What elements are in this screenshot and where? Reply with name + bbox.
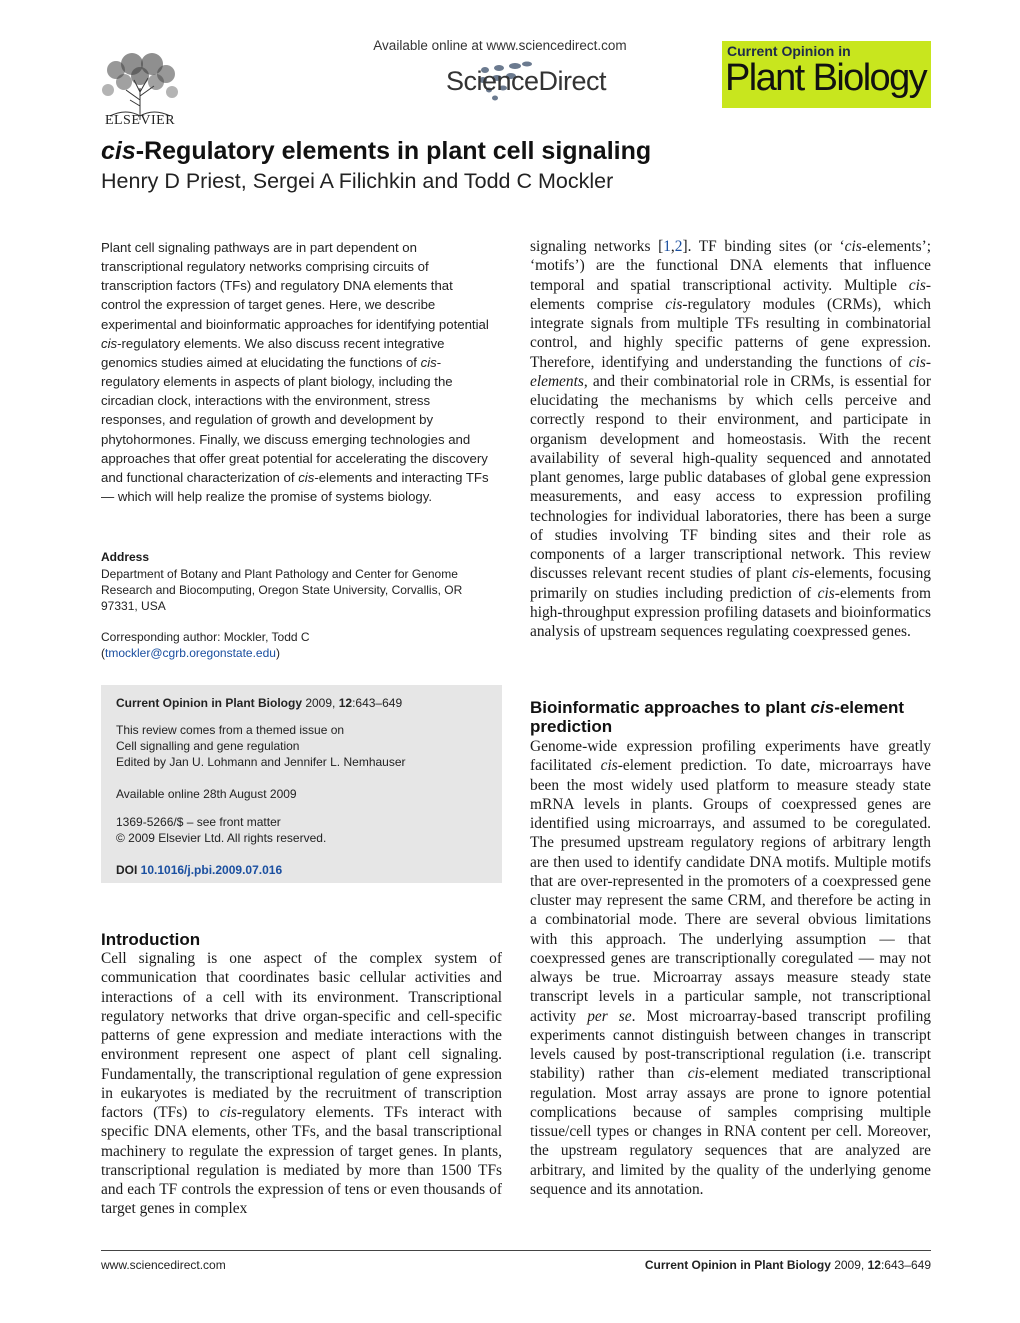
abstract-text: -elements and interacting TFs — which will help realize the promise of systems biology. — [101, 469, 489, 505]
intro-heading: Introduction — [101, 930, 201, 949]
bioinfo-heading — [530, 698, 910, 736]
body-italic: cis — [817, 584, 835, 602]
info-themed-line: Edited by Jan U. Lohmann and Jennifer L. Nemhauser — [116, 755, 406, 769]
abstract-italic: cis — [420, 354, 437, 370]
body-italic: per se — [587, 1007, 632, 1025]
body-text: signaling networks [ — [530, 238, 664, 255]
article-authors: Henry D Priest, Sergei A Filichkin and Todd C Mockler — [101, 169, 614, 193]
body-text: -regulatory modules (CRMs), which integrate signals from multiple TFs resulting in combinatorial control, and highly specific patterns of gene expression. Therefore, identifying and understanding the functions of — [530, 295, 931, 371]
body-text: . Most microarray-based transcript profiling experiments cannot distinguish between changes in transcript levels caused by post-transcriptional regulation (i.e. transcript stability) rather than — [530, 1007, 931, 1083]
info-rights — [116, 814, 326, 846]
right-col-body — [530, 237, 931, 641]
address-heading: Address — [101, 550, 150, 564]
abstract-text: -regulatory elements in aspects of plant biology, including the circadian clock, interactions with the environment, stress responses, and regulation of growth and development by phytohormones. Finally, we discuss emerging technologies and approaches that offer great potential for accelerating the discovery and functional characterization of — [101, 354, 488, 485]
info-themed-line: Cell signalling and gene regulation — [116, 739, 300, 753]
info-themed-line: This review comes from a themed issue on — [116, 723, 345, 737]
abstract-italic: cis — [298, 469, 315, 485]
title-rest: -Regulatory elements in plant cell signaling — [135, 137, 652, 165]
body-italic: cis — [600, 757, 618, 775]
body-text: -element prediction. To date, microarrays have been the most widely used platform to measure steady state mRNA levels in plants. Groups of coexpressed genes are identified using microarrays, and assumed to be coregulated. The presumed upstream regulatory regions of arbitrary length are then used to identify candidate DNA motifs. Multiple motifs that are over-represented in the promoters of a coexpressed gene cluster may represent the same CRM, and therefore be acting in a combinatorial mode. There are several obvious limitations with this approach. The underlying assumption — that coexpressed genes are transcriptionally coregulated — may not always be true. Microarray assays measure steady state transcript levels in a particular sample, not transcriptional activity — [530, 757, 932, 1025]
available-online-text: Available online at www.sciencedirect.com — [373, 38, 627, 53]
info-pages: :643–649 — [352, 696, 403, 710]
journal-logo-top: Current Opinion in — [727, 43, 851, 59]
body-text: ]. TF binding sites (or ‘ — [682, 238, 845, 255]
body-text: , — [670, 238, 675, 255]
body-text: Genome-wide expression profiling experiments have greatly facilitated — [530, 738, 931, 775]
journal-logo-main: Plant Biology — [725, 57, 927, 99]
intro-text: -regulatory elements. TFs interact with specific DNA elements, other TFs, and the basal transcriptional machinery to regulate the expression of target genes. In plants, transcriptional regulation is mediated by more than 1500 TFs and each TF controls the expression of tens or even thousands of target genes in complex — [101, 1104, 502, 1218]
doi-label: DOI — [116, 863, 141, 877]
info-copyright: © 2009 Elsevier Ltd. All rights reserved. — [116, 831, 327, 845]
doi-link[interactable]: 10.1016/j.pbi.2009.07.016 — [140, 863, 283, 877]
footer-year: 2009, — [830, 1258, 868, 1272]
body-italic: cis — [844, 238, 862, 255]
body-text: -elements’; ‘motifs’) are the functional DNA elements that influence temporal and spatial transcriptional activity. Multiple — [530, 238, 931, 294]
abstract — [101, 238, 493, 506]
body-italic: cis-elements — [530, 353, 931, 390]
info-journal: Current Opinion in Plant Biology — [116, 696, 302, 710]
info-issn: 1369-5266/$ – see front matter — [116, 815, 281, 829]
abstract-text: Plant cell signaling pathways are in part dependent on transcriptional regulatory networks comprising circuits of transcription factors (TFs) and regulatory DNA elements that control the expression of target genes. Here, we describe experimental and bioinformatic approaches for identifying potential — [101, 240, 489, 332]
body-italic: cis — [792, 565, 810, 583]
reference-link[interactable]: 1 — [663, 238, 671, 255]
reference-link[interactable]: 2 — [674, 238, 683, 255]
heading-italic: cis — [810, 698, 835, 717]
footer-volume: 12 — [867, 1258, 881, 1272]
body-italic: cis — [687, 1065, 705, 1083]
footer-pages: :643–649 — [880, 1258, 931, 1272]
footer-journal: Current Opinion in Plant Biology — [644, 1258, 831, 1272]
body-text: -elements from high-throughput expression profiling datasets and bioinformatics analysis of upstream sequences regulating coexpressed genes. — [530, 584, 932, 640]
heading-text: -element prediction — [530, 698, 905, 736]
corresponding-author — [101, 629, 493, 661]
title-italic: cis — [101, 137, 136, 165]
body-italic: cis — [908, 276, 926, 294]
info-doi — [116, 862, 282, 878]
body-text: -element mediated transcriptional regulation. Most array assays are prone to ignore potential complications because of samples comprising multiple tissue/cell types or changes in RNA content per cell. Moreover, the upstream regulatory sequences that are analyzed are arbitrary, and limited by the quality of the underlying genome sequence and its annotation. — [530, 1065, 931, 1198]
intro-body — [101, 949, 502, 1219]
bioinfo-body — [530, 737, 931, 1199]
body-text: , and their combinatorial role in CRMs, is essential for elucidating the mechanisms by which cells perceive and correctly respond to their environment, and participate in organism development and homeostasis. With the recent availability of several high-quality sequenced and annotated plant genomes, large public databases of global gene expression measurements, and easy access to expression profiling technologies for individual laboratories, there has been a surge of studies involving TF binding sites and their role as components of a larger transcriptional network. This review discusses relevant recent studies of plant — [530, 372, 931, 583]
heading-text: Bioinformatic approaches to plant — [530, 698, 811, 717]
info-volume: 12 — [338, 696, 353, 710]
intro-italic: cis — [219, 1104, 237, 1121]
body-text: -elements comprise — [530, 276, 931, 313]
footer-divider — [101, 1250, 931, 1251]
corresponding-name: Corresponding author: Mockler, Todd C — [101, 630, 310, 644]
info-year: 2009, — [302, 696, 339, 710]
article-info-box — [101, 685, 502, 883]
publisher-name: ELSEVIER — [104, 113, 176, 128]
abstract-italic: cis — [101, 335, 118, 351]
article-title — [101, 137, 651, 166]
footer-citation — [560, 1258, 931, 1272]
body-italic: cis — [665, 295, 683, 313]
info-citation — [116, 695, 402, 711]
info-themed — [116, 722, 406, 770]
email-paren: ( — [101, 646, 105, 660]
email-link[interactable]: tmockler@cgrb.oregonstate.edu — [105, 646, 276, 660]
body-text: -elements, focusing primarily on studies including prediction of — [530, 565, 931, 602]
sciencedirect-wordmark: ScienceDirect — [446, 66, 607, 96]
info-available: Available online 28th August 2009 — [116, 787, 297, 801]
footer-url[interactable]: www.sciencedirect.com — [101, 1258, 226, 1272]
intro-text: Cell signaling is one aspect of the complex system of communication that coordinates basic cellular activities and interactions of a cell with its environment. Transcriptional regulatory networks that drive organ-specific and cell-specific patterns of gene expression and mediate interactions with the environment represent one aspect of plant cell signaling. Fundamentally, the transcriptional regulation of gene expression in eukaryotes is mediated by the recruitment of transcription factors (TFs) to — [101, 950, 502, 1121]
address-text: Department of Botany and Plant Pathology and Center for Genome Research and Biocomputing, Oregon State University, Corvallis, OR 97331, USA — [101, 567, 463, 613]
abstract-text: -regulatory elements. We also discuss recent integrative genomics studies aimed at elucidating the functions of — [101, 335, 445, 370]
email-paren: ) — [275, 646, 280, 660]
